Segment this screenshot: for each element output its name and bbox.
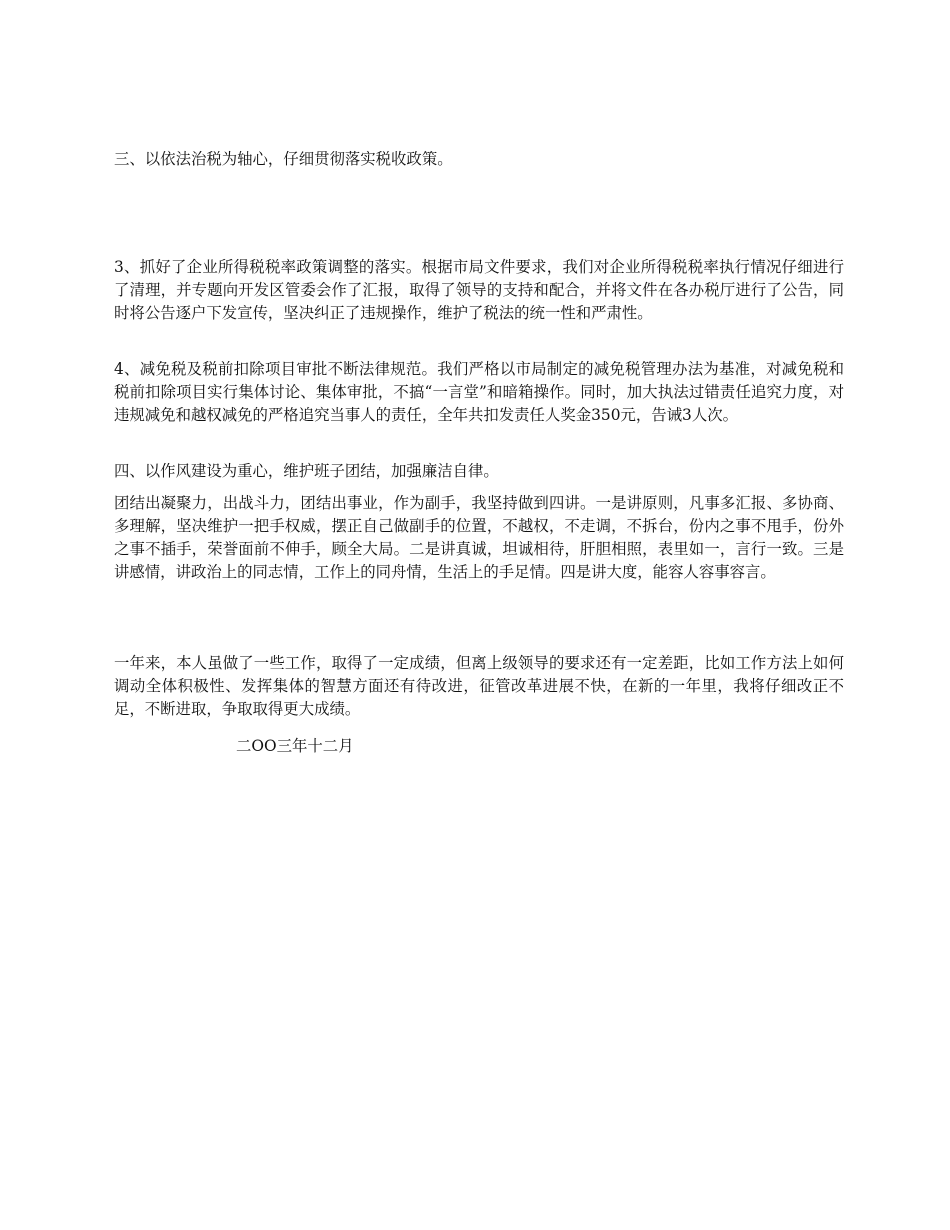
section-heading-3: 三、以依法治税为轴心，仔细贯彻落实税收政策。 xyxy=(114,150,453,168)
paragraph-item-3: 3、抓好了企业所得税税率政策调整的落实。根据市局文件要求，我们对企业所得税税率执行情况仔细进行了清理，并专题向开发区管委会作了汇报，取得了领导的支持和配合，并将文件在各办税厅进行了公告，同时将公告逐户下发宣传，坚决纠正了违规操作，维护了税法的统一性和严肃性。 xyxy=(114,258,844,322)
paragraph-unity: 团结出凝聚力，出战斗力，团结出事业，作为副手，我坚持做到四讲。一是讲原则，凡事多汇报、多协商、多理解，坚决维护一把手权威，摆正自己做副手的位置，不越权，不走调，不拆台，份内之事不甩手，份外之事不插手，荣誉面前不伸手，顾全大局。二是讲真诚，坦诚相待，肝胆相照，表里如一，言行一致。三是讲感情，讲政治上的同志情，工作上的同舟情，生活上的手足情。四是讲大度，能容人容事容言。 xyxy=(114,494,844,581)
paragraph-item-4: 4、减免税及税前扣除项目审批不断法律规范。我们严格以市局制定的减免税管理办法为基准，对减免税和税前扣除项目实行集体讨论、集体审批，不搞“一言堂”和暗箱操作。同时，加大执法过错责任追究力度，对违规减免和越权减免的严格追究当事人的责任，全年共扣发责任人奖金350元，告诫3人次。 xyxy=(114,360,844,424)
document-date: 二OO三年十二月 xyxy=(236,737,354,755)
paragraph-summary: 一年来，本人虽做了一些工作，取得了一定成绩，但离上级领导的要求还有一定差距，比如工作方法上如何调动全体积极性、发挥集体的智慧方面还有待改进，征管改革进展不快，在新的一年里，我将仔细改正不足，不断进取，争取取得更大成绩。 xyxy=(114,654,844,718)
section-heading-4: 四、以作风建设为重心，维护班子团结，加强廉洁自律。 xyxy=(114,462,499,480)
